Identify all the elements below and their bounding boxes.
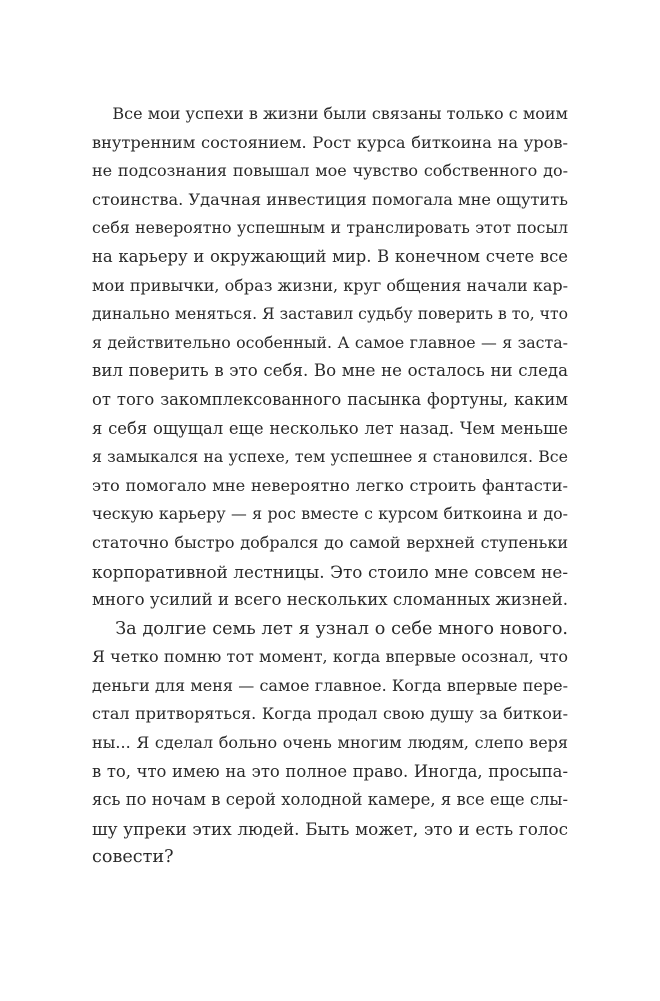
paragraph-2: [92, 615, 568, 872]
text-line: статочно быстро добрался до самой верхней ступеньки: [92, 532, 568, 552]
text-line: я себя ощущал еще несколько лет назад. Чем меньше: [92, 418, 568, 438]
text-line: это помогало мне невероятно легко строить фантасти-: [92, 475, 568, 495]
text-line: стоинства. Удачная инвестиция помогала мне ощутить: [92, 189, 568, 209]
text-line: деньги для меня — самое главное. Когда впервые пере-: [92, 675, 568, 695]
text-line: мои привычки, образ жизни, круг общения начали кар-: [92, 275, 568, 295]
text-line: стал притворяться. Когда продал свою душу за биткои-: [92, 704, 568, 724]
text-line: ясь по ночам в серой холодной камере, я все еще слы-: [92, 790, 568, 810]
text-line: себя невероятно успешным и транслировать этот посыл: [92, 218, 568, 238]
paragraph-1: [92, 100, 568, 615]
text-line: Все мои успехи в жизни были связаны только с моим: [92, 104, 568, 123]
text-line: внутренним состоянием. Рост курса биткоина на уров-: [92, 132, 568, 152]
text-line: от того закомплексованного пасынка фортуны, каким: [92, 389, 568, 409]
text-line: я замыкался на успехе, тем успешнее я становился. Все: [92, 447, 568, 467]
body-text: [92, 100, 568, 872]
text-line: динально меняться. Я заставил судьбу поверить в то, что: [92, 305, 568, 324]
text-line: За долгие семь лет я узнал о себе много нового.: [92, 618, 568, 639]
text-line: корпоративной лестницы. Это стоило мне совсем не-: [92, 561, 568, 582]
text-line: не подсознания повышал мое чувство собственного до-: [92, 161, 568, 181]
text-line: совести?: [92, 847, 174, 868]
text-line: вил поверить в это себя. Во мне не осталось ни следа: [92, 361, 568, 381]
text-line: в то, что имею на это полное право. Иногда, просыпа-: [92, 761, 568, 781]
text-line: ческую карьеру — я рос вместе с курсом биткоина и до-: [92, 504, 568, 524]
text-line: Я четко помню тот момент, когда впервые осознал, что: [92, 647, 568, 667]
text-line: много усилий и всего нескольких сломанных жизней.: [92, 590, 569, 610]
text-line: шу упреки этих людей. Быть может, это и есть голос: [92, 818, 568, 839]
text-line: ны... Я сделал больно очень многим людям, слепо веря: [92, 733, 568, 753]
text-line: на карьеру и окружающий мир. В конечном счете все: [92, 246, 568, 266]
text-line: я действительно особенный. А самое главное — я заста-: [92, 332, 568, 352]
